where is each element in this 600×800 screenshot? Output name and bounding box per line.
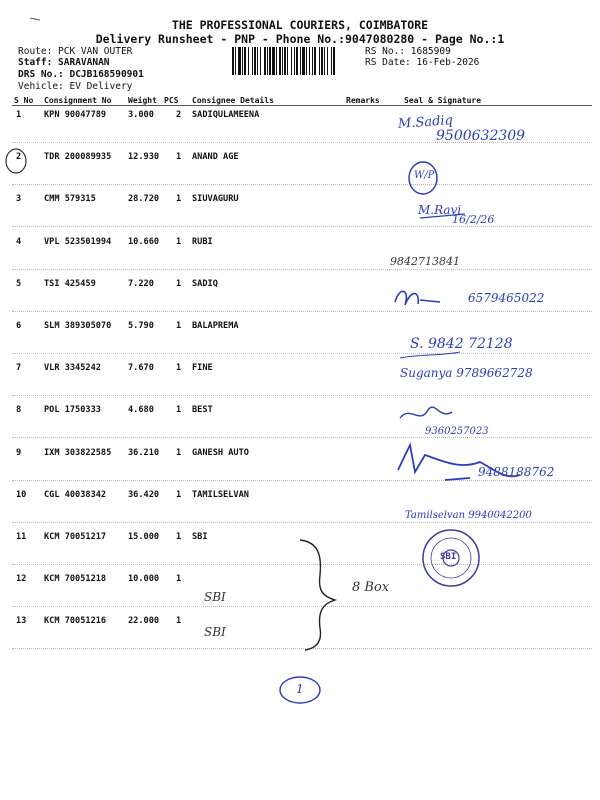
cell-pcs: 1 (176, 236, 182, 247)
cell-sno: 13 (16, 616, 27, 627)
cell-consignment: KCM 70051218 (44, 574, 107, 585)
cell-pcs: 1 (176, 278, 182, 289)
cell-weight: 36.210 (128, 447, 160, 458)
cell-sno: 2 (16, 152, 22, 163)
cell-consignment: CGL 40038342 (44, 489, 107, 500)
cell-consignee: BEST (192, 405, 213, 416)
cell-pcs: 1 (176, 321, 182, 331)
corner-mark (30, 18, 40, 20)
cell-sno: 11 (16, 532, 27, 542)
cell-weight: 10.660 (128, 236, 160, 247)
cell-sno: 5 (16, 278, 22, 289)
sig5-phone: 6579465022 (468, 291, 545, 305)
cell-weight: 4.680 (128, 405, 154, 416)
cell-consignment: KCM 70051216 (44, 616, 107, 627)
col-weight: Weight (128, 96, 157, 105)
cell-consignment: SLM 389305070 (44, 321, 112, 331)
cell-weight: 7.670 (128, 363, 154, 374)
row2-circle-mark (6, 149, 26, 173)
cell-pcs: 1 (176, 447, 182, 458)
cell-weight: 7.220 (128, 278, 154, 289)
runsheet-title: Delivery Runsheet - PNP - Phone No.:9047080280 - Page No.:1 (95, 32, 505, 46)
sig2: W/P (414, 170, 435, 181)
brace-mark (300, 540, 335, 650)
cell-consignment: POL 1750333 (44, 405, 101, 416)
cell-pcs: 1 (176, 194, 182, 205)
cell-consignment: TDR 200089935 (44, 152, 112, 163)
cell-sno: 10 (16, 489, 27, 500)
sig1: M.Sadiq (397, 113, 454, 132)
route-label: Route: PCK VAN OUTER (18, 46, 133, 57)
cell-consignment: TSI 425459 (44, 278, 96, 289)
cell-weight: 3.000 (128, 110, 154, 120)
sig7: Suganya 9789662728 (400, 366, 533, 380)
sbi-note-2: SBI (204, 625, 226, 639)
cell-sno: 3 (16, 194, 22, 205)
col-remarks: Remarks (346, 96, 380, 105)
staff-label: Staff: SARAVANAN (18, 57, 110, 68)
cell-consignee: SADIQULAMEENA (192, 110, 260, 120)
sbi-note-1: SBI (204, 590, 226, 604)
cell-pcs: 1 (176, 363, 182, 374)
drs-label: DRS No.: DCJB168590901 (18, 69, 144, 80)
sig3: M.Ravi (418, 203, 462, 217)
col-sno: S No (14, 96, 34, 105)
sig4-phone: 9842713841 (390, 255, 460, 268)
cell-weight: 12.930 (128, 152, 160, 163)
cell-weight: 36.420 (128, 489, 160, 500)
sig9-phone: 9488188762 (478, 465, 555, 479)
sig3-date: 16/2/26 (452, 213, 495, 226)
cell-consignment: IXM 303822585 (44, 447, 112, 458)
stamp-text: SBI (440, 552, 457, 562)
cell-consignment: KPN 90047789 (44, 110, 107, 120)
cell-sno: 4 (16, 236, 22, 247)
cell-pcs: 1 (176, 489, 182, 500)
cell-pcs: 1 (176, 405, 182, 416)
cell-consignee: GANESH AUTO (192, 447, 249, 458)
cell-consignee: SIUVAGURU (192, 194, 239, 205)
col-consignee: Consignee Details (192, 96, 274, 105)
cell-pcs: 2 (176, 110, 182, 120)
cell-sno: 7 (16, 363, 22, 374)
cell-consignee: ANAND AGE (192, 152, 239, 163)
cell-consignment: CMM 579315 (44, 194, 96, 205)
cell-consignment: VLR 3345242 (44, 363, 101, 374)
col-pcs: PCS (164, 96, 179, 105)
company-title: THE PROFESSIONAL COURIERS, COIMBATORE (171, 18, 429, 32)
sig7-stroke (400, 352, 460, 358)
rs-no-label: RS No.: 1685909 (365, 46, 451, 57)
cell-consignee: BALAPREMA (192, 321, 239, 331)
cell-sno: 8 (16, 405, 22, 416)
cell-weight: 28.720 (128, 194, 160, 205)
box-note: 8 Box (352, 580, 390, 595)
cell-sno: 9 (16, 447, 22, 458)
cell-consignee: SBI (192, 532, 208, 542)
cell-weight: 22.000 (128, 616, 160, 627)
cell-consignee: RUBI (192, 236, 213, 247)
sig1-phone: 9500632309 (436, 128, 526, 144)
cell-consignee: TAMILSELVAN (192, 489, 249, 500)
cell-pcs: 1 (176, 616, 182, 627)
cell-weight: 5.790 (128, 321, 154, 331)
cell-sno: 1 (16, 110, 22, 120)
sig8-stroke (400, 407, 452, 418)
cell-consignee: FINE (192, 363, 213, 374)
sig10: Tamilselvan 9940042200 (405, 510, 532, 521)
rs-date-label: RS Date: 16-Feb-2026 (365, 57, 480, 68)
col-consignment: Consignment No (44, 96, 112, 105)
cell-sno: 12 (16, 574, 27, 585)
cell-pcs: 1 (176, 574, 182, 585)
cell-weight: 10.000 (128, 574, 160, 585)
cell-pcs: 1 (176, 152, 182, 163)
col-seal-signature: Seal & Signature (404, 96, 482, 105)
cell-pcs: 1 (176, 532, 182, 542)
cell-consignment: VPL 523501994 (44, 236, 112, 247)
vehicle-label: Vehicle: EV Delivery (18, 81, 133, 92)
page-circle-number: 1 (296, 682, 304, 696)
cell-consignee: SADIQ (192, 278, 218, 289)
cell-consignment: KCM 70051217 (44, 532, 107, 542)
cell-sno: 6 (16, 321, 22, 331)
sig5-scribble (395, 291, 440, 305)
cell-weight: 15.000 (128, 532, 160, 542)
sig8-phone: 9360257023 (425, 426, 489, 437)
sig6: S. 9842 72128 (410, 336, 513, 352)
